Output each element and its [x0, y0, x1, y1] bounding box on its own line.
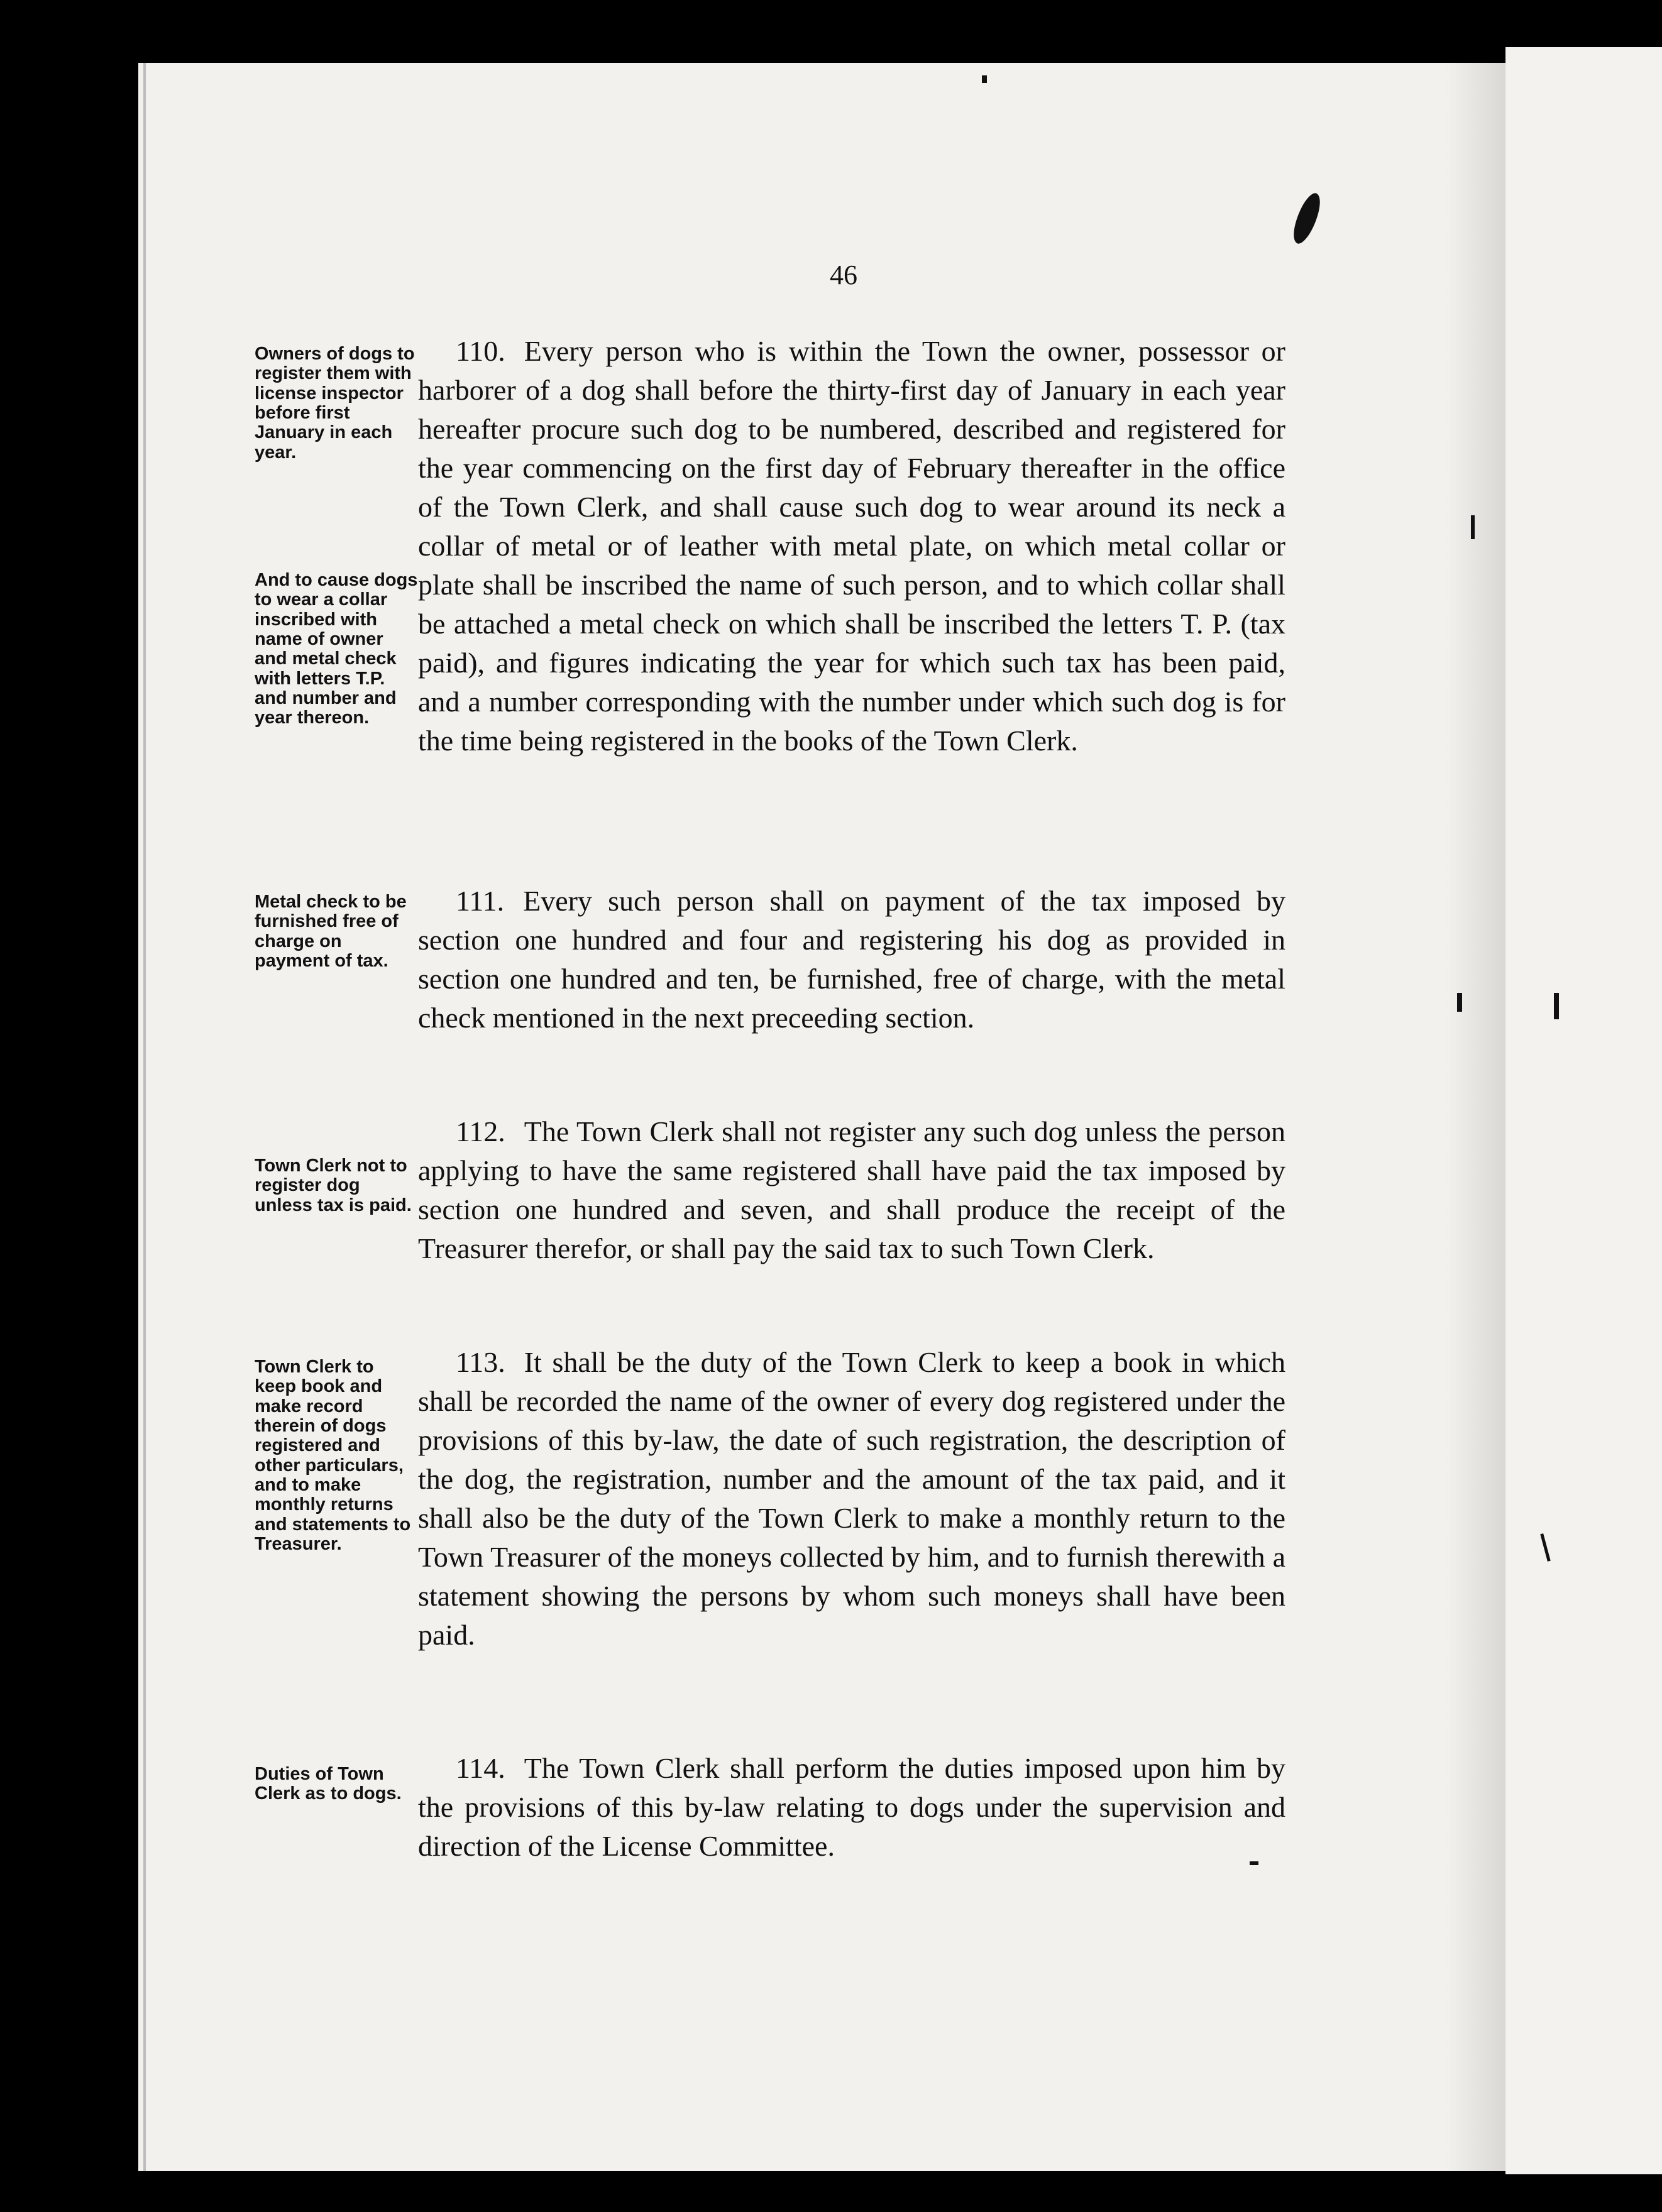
scan-mark	[982, 75, 987, 83]
page-number: 46	[830, 260, 857, 290]
margin-note: Metal check to be furnished free of charge on payment of tax.	[255, 892, 407, 971]
section-text: It shall be the duty of the Town Clerk to keep a book in which shall be recorded the name of the owner of every dog registered under the provisions of this by-law, the date of such registration, the description of the dog, the registration, number and the amount of the tax paid, and it shall also be the duty of the Town Clerk to make a monthly return to the Town Treasurer of the moneys collected by him, and to furnish therewith a statement showing the persons by whom such moneys shall have been paid.	[418, 1346, 1285, 1651]
margin-note: Town Clerk to keep book and make record therein of dogs registered and other particulars, and to make monthly returns and statements to Treasurer.	[255, 1357, 411, 1554]
facing-page	[1505, 47, 1662, 2174]
section-number: 114.	[456, 1752, 505, 1784]
margin-note: And to cause dogs to wear a collar inscribed with name of owner and metal check with letters T.P. and number and year thereon.	[255, 570, 418, 728]
section-text: The Town Clerk shall perform the duties imposed upon him by the provisions of this by-law relating to dogs under the supervision and direction of the License Committee.	[418, 1752, 1285, 1862]
section-110	[418, 332, 1285, 760]
page-edge	[143, 63, 146, 2171]
scan-mark	[1471, 515, 1475, 539]
margin-note: Owners of dogs to register them with license inspector before first January in each year.	[255, 344, 415, 463]
margin-note: Town Clerk not to register dog unless tax is paid.	[255, 1156, 412, 1215]
section-113	[418, 1343, 1285, 1655]
section-text: Every such person shall on payment of the tax imposed by section one hundred and four and registering his dog as provided in section one hundred and ten, be furnished, free of charge, with the metal check mentioned in the next preceeding section.	[418, 885, 1285, 1034]
margin-note: Duties of Town Clerk as to dogs.	[255, 1764, 402, 1804]
section-number: 113.	[456, 1346, 505, 1378]
section-number: 110.	[456, 335, 505, 367]
section-111	[418, 882, 1285, 1038]
section-114	[418, 1749, 1285, 1866]
section-text: Every person who is within the Town the owner, possessor or harborer of a dog shall before the thirty-first day of January in each year hereafter procure such dog to be numbered, described and registered for the year commencing on the first day of February thereafter in the office of the Town Clerk, and shall cause such dog to wear around its neck a collar of metal or of leather with metal plate, on which metal collar or plate shall be inscribed the name of such person, and to which collar shall be attached a metal check on which shall be inscribed the letters T. P. (tax paid), and figures indicating the year for which such tax has been paid, and a number corresponding with the number under which such dog is for the time being registered in the books of the Town Clerk.	[418, 335, 1285, 757]
scan-mark	[1554, 993, 1559, 1019]
section-number: 111.	[456, 885, 505, 917]
scan-mark	[1457, 993, 1462, 1012]
section-text: The Town Clerk shall not register any such dog unless the person applying to have the same registered shall have paid the tax imposed by section one hundred and seven, and shall produce the receipt of the Treasurer therefor, or shall pay the said tax to such Town Clerk.	[418, 1115, 1285, 1264]
gutter-shadow	[1446, 63, 1505, 2171]
section-112	[418, 1112, 1285, 1268]
section-number: 112.	[456, 1115, 505, 1147]
